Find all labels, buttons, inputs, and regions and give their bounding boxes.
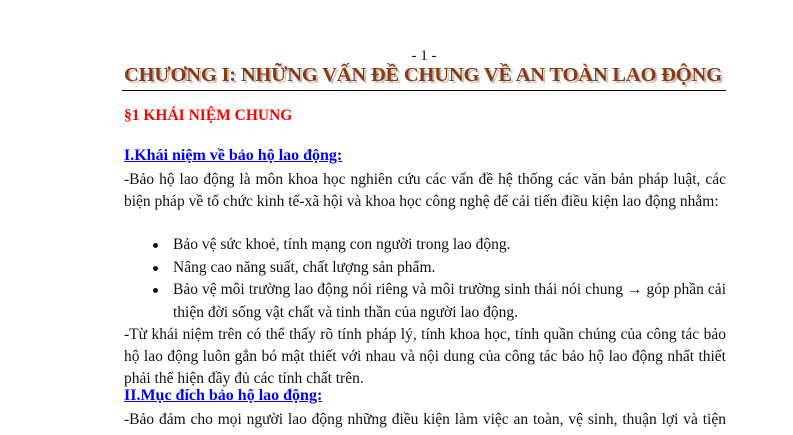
bullet-list	[150, 234, 726, 324]
page-number: - 1 -	[411, 48, 437, 64]
paragraph-definition: -Bảo hộ lao động là môn khoa học nghiên cứu các vấn đề hệ thống các văn bản pháp luật, các biện pháp về tổ chức kinh tế-xã hội và khoa học công nghệ để cải tiến điều kiện lao động nhằm:	[124, 171, 726, 210]
heading-divider	[122, 90, 726, 91]
paragraph-properties: -Từ khái niệm trên có thể thấy rõ tính pháp lý, tính khoa học, tính quần chúng của công tác bảo hộ lao động luôn gắn bó mật thiết với nhau và nội dung của công tác bảo hộ lao động nhất thiết phải thể hiện đầy đủ các tính chất trên.	[124, 326, 726, 387]
list-item: Bảo vệ sức khoẻ, tính mạng con người trong lao động.	[150, 234, 726, 257]
heading-purpose: II.Mục đích bảo hộ lao động:	[124, 387, 323, 404]
heading-concept: I.Khái niệm về bảo hộ lao động:	[124, 147, 343, 164]
list-item: Nâng cao năng suất, chất lượng sản phẩm.	[150, 257, 726, 280]
chapter-title: CHƯƠNG I: NHỮNG VẤN ĐỀ CHUNG VỀ AN TOÀN LAO ĐỘNG	[124, 64, 722, 86]
list-item: Bảo vệ môi trường lao động nói riêng và môi trường sinh thái nói chung → góp phần cải thiện đời sống vật chất và tinh thần của người lao động.	[150, 279, 726, 324]
paragraph-purpose: -Bảo đảm cho mọi người lao động những điều kiện làm việc an toàn, vệ sinh, thuận lợi và tiện	[124, 411, 726, 428]
section-title: §1 KHÁI NIỆM CHUNG	[124, 107, 293, 124]
